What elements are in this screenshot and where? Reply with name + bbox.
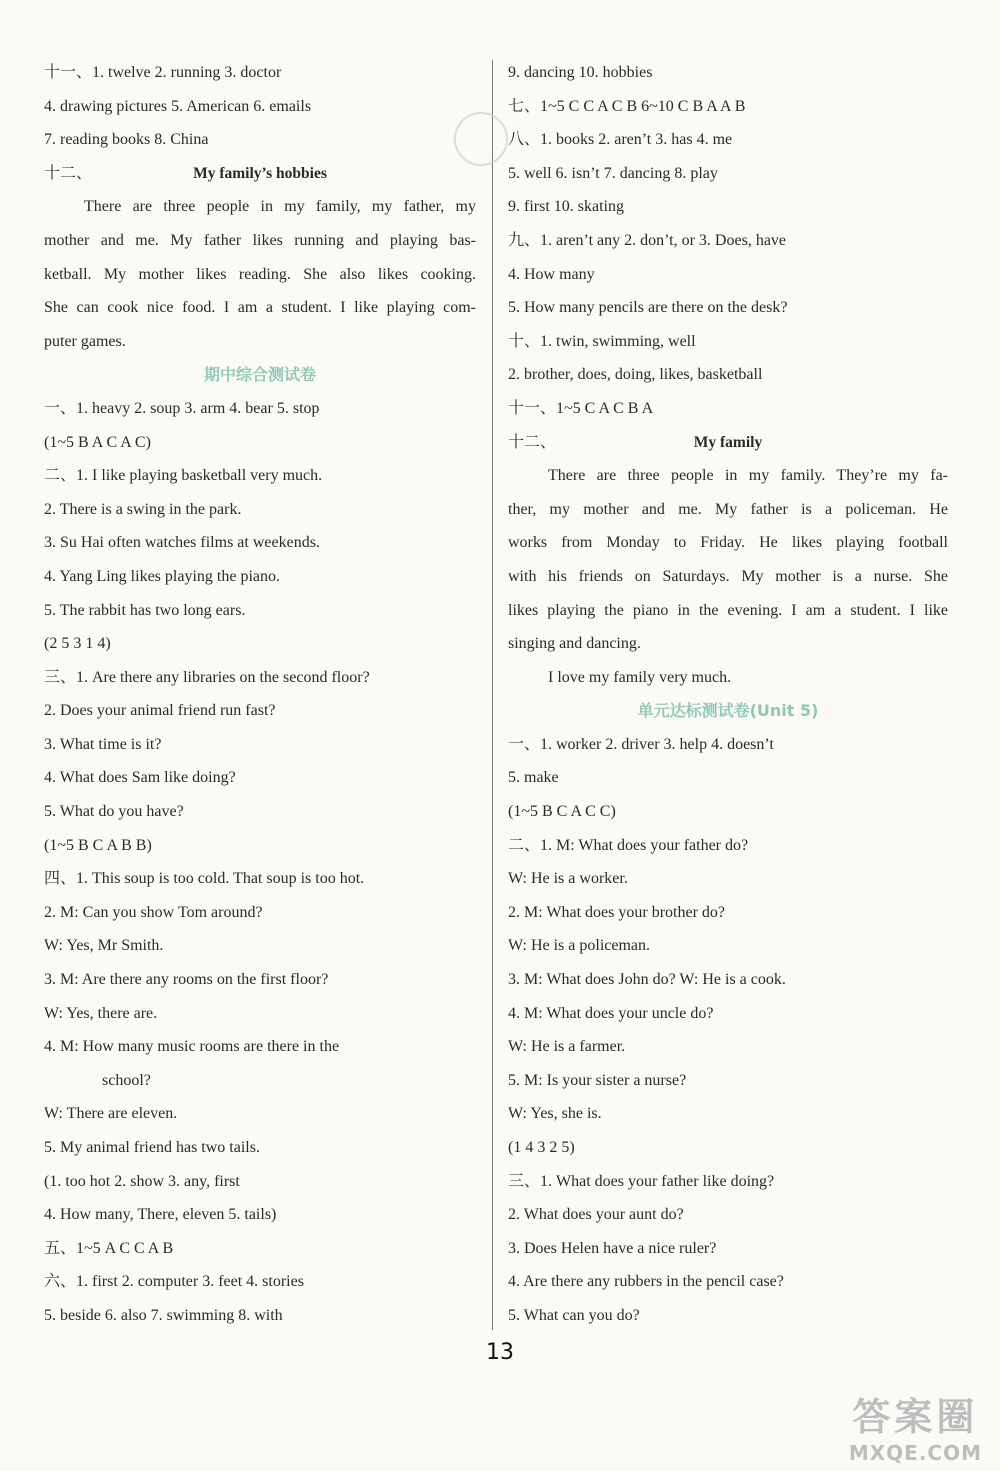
answer-line: W: Yes, there are. <box>44 1004 158 1022</box>
answer-line: W: Yes, Mr Smith. <box>44 937 164 955</box>
answer-line: 3. What time is it? <box>44 735 162 753</box>
answer-line: 三、1. Are there any libraries on the second floor? <box>44 668 370 686</box>
answer-line: 5. well 6. isn’t 7. dancing 8. play <box>508 164 718 182</box>
answer-line: 4. M: What does your uncle do? <box>508 1004 714 1022</box>
essay-line: mother and me. My father likes running and playing bas- <box>44 231 476 249</box>
site-watermark <box>849 1386 982 1465</box>
answer-line: 4. Yang Ling likes playing the piano. <box>44 567 280 585</box>
answer-line: 七、1~5 C C A C B 6~10 C B A A B <box>508 97 746 115</box>
right-column <box>508 56 948 1333</box>
answer-line: 4. What does Sam like doing? <box>44 769 236 787</box>
answer-line: 4. How many, There, eleven 5. tails) <box>44 1206 277 1224</box>
essay-line: singing and dancing. <box>508 635 641 653</box>
section-prefix: 十二、 <box>508 433 557 451</box>
answer-line: 3. M: What does John do? W: He is a cook. <box>508 971 786 989</box>
answer-line: 3. M: Are there any rooms on the first floor? <box>44 971 329 989</box>
answer-line: 7. reading books 8. China <box>44 131 209 149</box>
essay-line: There are three people in my family, my father, my <box>84 198 476 216</box>
answer-line: (1 4 3 2 5) <box>508 1139 575 1156</box>
answer-line: 四、1. This soup is too cold. That soup is too hot. <box>44 870 365 888</box>
answer-line: 2. Does your animal friend run fast? <box>44 702 276 720</box>
answer-line: 八、1. books 2. aren’t 3. has 4. me <box>508 131 733 149</box>
watermark-url: MXQE.COM <box>848 1441 982 1465</box>
answer-line: 5. beside 6. also 7. swimming 8. with <box>44 1306 283 1324</box>
answer-line: 2. brother, does, doing, likes, basketball <box>508 366 763 384</box>
answer-line: 六、1. first 2. computer 3. feet 4. stories <box>44 1273 304 1291</box>
section-title: 单元达标测试卷(Unit 5) <box>637 701 819 721</box>
answer-line: W: There are eleven. <box>44 1105 178 1123</box>
answer-line: 三、1. What does your father like doing? <box>508 1172 775 1190</box>
essay-heading-row <box>508 426 948 460</box>
section-title: 期中综合测试卷 <box>203 365 316 385</box>
essay-line: with his friends on Saturdays. My mother is a nurse. She <box>508 567 948 585</box>
essay-line: ther, my mother and me. My father is a policeman. He <box>508 500 948 518</box>
essay-line: puter games. <box>44 332 126 350</box>
answer-line: 九、1. aren’t any 2. don’t, or 3. Does, have <box>508 231 787 249</box>
answer-line: 一、1. worker 2. driver 3. help 4. doesn’t <box>508 735 774 753</box>
page-number: 13 <box>486 1340 514 1365</box>
answer-line: 5. What do you have? <box>44 803 184 821</box>
answer-line: 一、1. heavy 2. soup 3. arm 4. bear 5. stop <box>44 399 320 417</box>
answer-line: (1~5 B C A B B) <box>44 836 152 854</box>
answer-line: 2. M: Can you show Tom around? <box>44 903 263 921</box>
answer-line: W: Yes, she is. <box>508 1105 602 1123</box>
essay-heading-row <box>44 157 476 191</box>
answer-line: 4. drawing pictures 5. American 6. emails <box>44 97 312 115</box>
watermark-logo-text: 答案圈 <box>852 1395 979 1439</box>
answer-line: 十一、1. twelve 2. running 3. doctor <box>44 64 282 81</box>
answer-line: 十一、1~5 C A C B A <box>508 399 654 417</box>
answer-line: W: He is a policeman. <box>508 937 651 955</box>
essay-title: My family <box>693 433 763 451</box>
answer-line: 5. M: Is your sister a nurse? <box>508 1071 687 1089</box>
answer-line: 4. Are there any rubbers in the pencil case? <box>508 1273 784 1291</box>
answer-line: W: He is a worker. <box>508 870 628 888</box>
essay-line: There are three people in my family. They’re my fa- <box>548 467 948 485</box>
answer-line: 5. make <box>508 769 559 787</box>
essay-line: works from Monday to Friday. He likes playing football <box>508 534 948 552</box>
section-prefix: 十二、 <box>44 164 93 182</box>
answer-line: 2. M: What does your brother do? <box>508 903 725 921</box>
essay-line: She can cook nice food. I am a student. I like playing com- <box>44 299 476 317</box>
answer-line: 3. Does Helen have a nice ruler? <box>508 1239 717 1257</box>
answer-line: (1~5 B C A C C) <box>508 803 616 821</box>
essay-title: My family’s hobbies <box>193 164 327 182</box>
answer-line: W: He is a farmer. <box>508 1038 626 1056</box>
answer-line: 2. There is a swing in the park. <box>44 500 242 518</box>
answer-line: 5. What can you do? <box>508 1306 640 1324</box>
answer-line: (1~5 B A C A C) <box>44 433 151 451</box>
left-column <box>44 56 476 1333</box>
answer-line: (2 5 3 1 4) <box>44 635 111 653</box>
answer-line: 二、1. I like playing basketball very much. <box>44 467 323 485</box>
answer-line: 9. first 10. skating <box>508 198 624 216</box>
answer-line: 十、1. twin, swimming, well <box>508 332 696 350</box>
essay-line: likes playing the piano in the evening. I am a student. I like <box>508 601 948 619</box>
answer-line: 4. M: How many music rooms are there in the <box>44 1038 340 1056</box>
column-divider <box>492 60 493 1330</box>
answer-line: 9. dancing 10. hobbies <box>508 64 653 81</box>
answer-line: 5. The rabbit has two long ears. <box>44 601 246 619</box>
essay-line: ketball. My mother likes reading. She also likes cooking. <box>44 265 476 283</box>
answer-line: 五、1~5 A C C A B <box>44 1239 174 1257</box>
answer-line: school? <box>102 1071 151 1089</box>
answer-line: 二、1. M: What does your father do? <box>508 836 749 854</box>
answer-line: (1. too hot 2. show 3. any, first <box>44 1172 240 1190</box>
answer-line: 2. What does your aunt do? <box>508 1206 684 1224</box>
answer-line: 5. How many pencils are there on the desk? <box>508 299 788 317</box>
answer-line: 3. Su Hai often watches films at weekends. <box>44 534 320 552</box>
essay-line: I love my family very much. <box>548 668 732 686</box>
answer-line: 4. How many <box>508 265 595 283</box>
answer-line: 5. My animal friend has two tails. <box>44 1139 260 1156</box>
